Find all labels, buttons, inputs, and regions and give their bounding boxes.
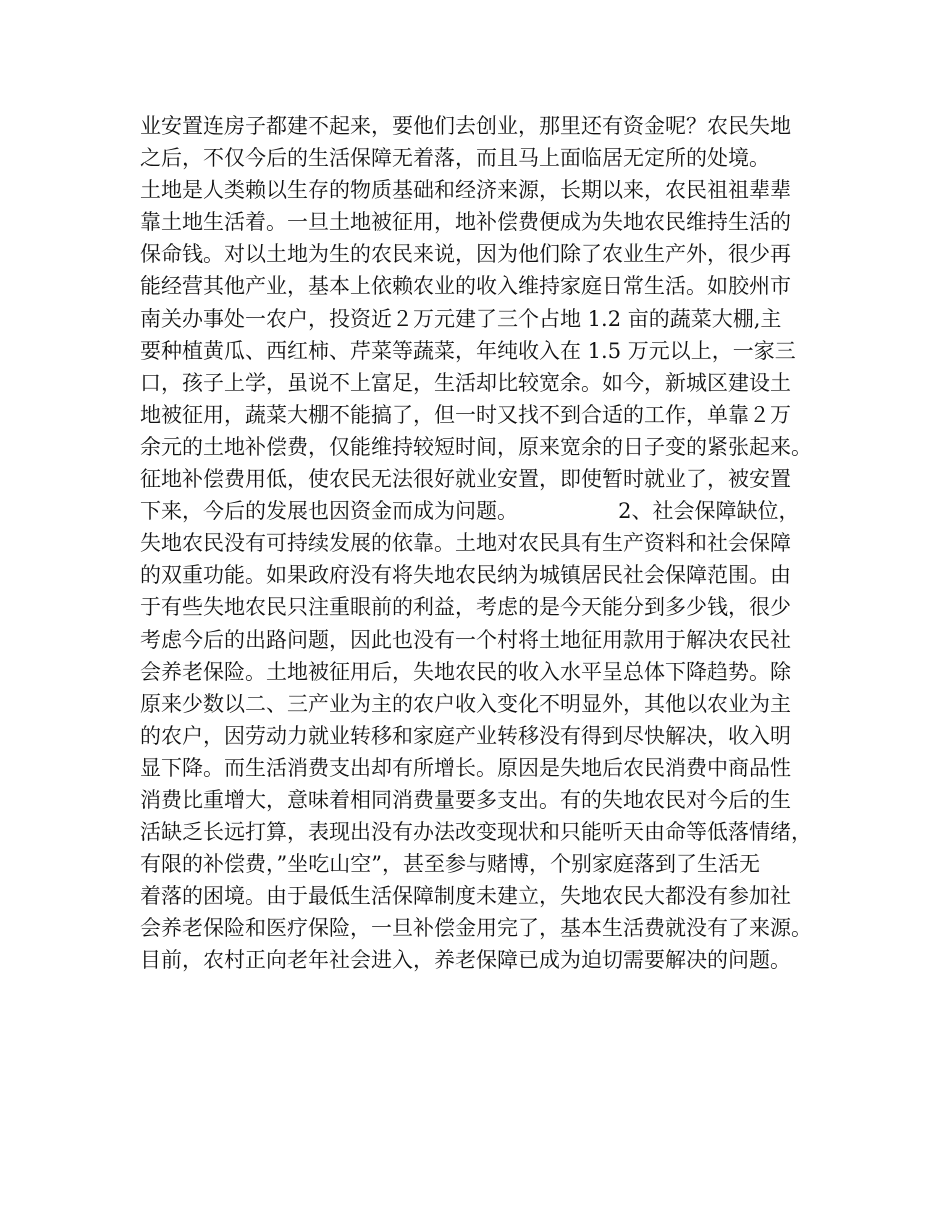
- body-text: [140, 110, 840, 977]
- text-line: 会养老保险。土地被征用后，失地农民的收入水平呈总体下降趋势。除: [140, 659, 791, 684]
- text-line: 征地补偿费用低，使农民无法很好就业安置，即使暂时就业了，被安置: [140, 467, 791, 492]
- text-line: 的双重功能。如果政府没有将失地农民纳为城镇居民社会保障范围。由: [140, 563, 791, 588]
- text-line: 土地是人类赖以生存的物质基础和经济来源，长期以来，农民祖祖辈辈: [140, 178, 791, 203]
- text-line: 之后，不仅今后的生活保障无着落，而且马上面临居无定所的处境。: [140, 146, 770, 171]
- text-line: 靠土地生活着。一旦土地被征用，地补偿费便成为失地农民维持生活的: [140, 210, 791, 235]
- text-line: 于有些失地农民只注重眼前的利益，考虑的是今天能分到多少钱，很少: [140, 595, 791, 620]
- text-line: 地被征用，蔬菜大棚不能搞了，但一时又找不到合适的工作，单靠２万: [140, 402, 791, 427]
- text-line: 显下降。而生活消费支出却有所增长。原因是失地后农民消费中商品性: [140, 755, 791, 780]
- text-line: 口，孩子上学，虽说不上富足，生活却比较宽余。如今，新城区建设土: [140, 370, 791, 395]
- text-line: 着落的困境。由于最低生活保障制度未建立，失地农民大都没有参加社: [140, 884, 791, 909]
- text-line: 南关办事处一农户，投资近２万元建了三个占地 1.2 亩的蔬菜大棚,主: [140, 306, 782, 331]
- text-line: 会养老保险和医疗保险，一旦补偿金用完了，基本生活费就没有了来源。: [140, 916, 812, 941]
- text-line: 考虑今后的出路问题，因此也没有一个村将土地征用款用于解决农民社: [140, 627, 791, 652]
- text-line: 失地农民没有可持续发展的依靠。土地对农民具有生产资料和社会保障: [140, 531, 791, 556]
- text-line: 目前，农村正向老年社会进入，养老保障已成为迫切需要解决的问题。: [140, 948, 791, 973]
- text-line: 活缺乏长远打算，表现出没有办法改变现状和只能听天由命等低落情绪，: [140, 820, 812, 845]
- text-line: 保命钱。对以土地为生的农民来说，因为他们除了农业生产外，很少再: [140, 242, 791, 267]
- text-line: 消费比重增大，意味着相同消费量要多支出。有的失地农民对今后的生: [140, 787, 791, 812]
- text-line: 下来，今后的发展也因资金而成为问题。 2、社会保障缺位，: [140, 499, 800, 524]
- text-line: 要种植黄瓜、西红柿、芹菜等蔬菜，年纯收入在 1.5 万元以上，一家三: [140, 338, 796, 363]
- text-line: 原来少数以二、三产业为主的农户收入变化不明显外，其他以农业为主: [140, 691, 791, 716]
- text-line: 有限的补偿费，”坐吃山空”，甚至参与赌博，个别家庭落到了生活无: [140, 852, 760, 877]
- text-line: 余元的土地补偿费，仅能维持较短时间，原来宽余的日子变的紧张起来。: [140, 434, 812, 459]
- text-line: 能经营其他产业，基本上依赖农业的收入维持家庭日常生活。如胶州市: [140, 274, 791, 299]
- text-line: 的农户，因劳动力就业转移和家庭产业转移没有得到尽快解决，收入明: [140, 723, 791, 748]
- text-line: 业安置连房子都建不起来，要他们去创业，那里还有资金呢？农民失地: [140, 114, 791, 138]
